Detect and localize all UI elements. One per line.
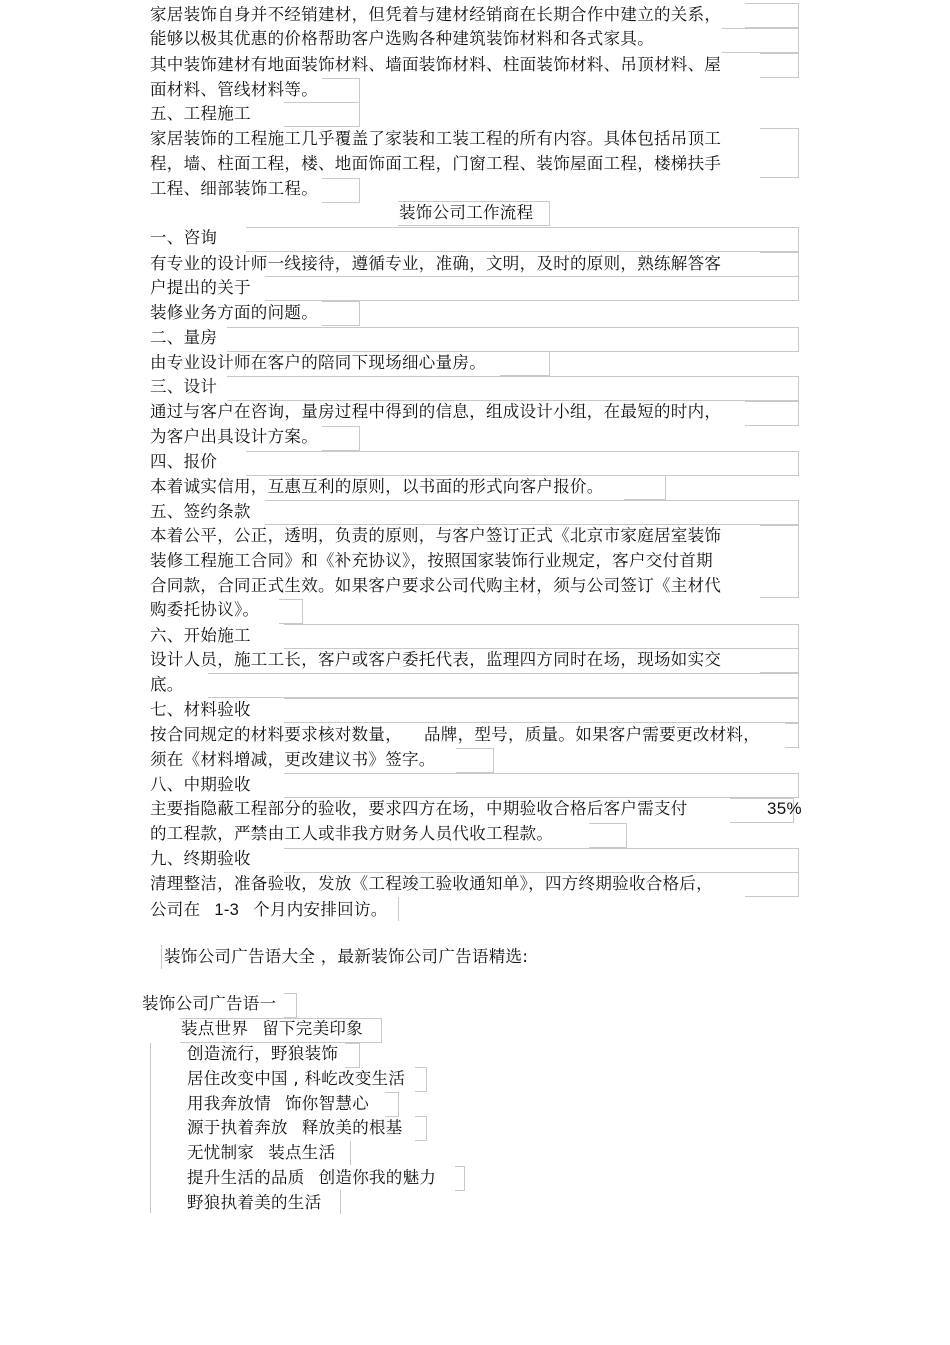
paragraph-line: 有专业的设计师一线接待，遵循专业，准确，文明，及时的原则，熟练解答客 <box>150 254 722 273</box>
table-cell-border <box>284 698 799 723</box>
paragraph-line: 装修工程施工合同》和《补充协议》，按照国家装饰行业规定，客户交付首期 <box>150 551 713 570</box>
table-cell-border <box>284 102 360 127</box>
table-cell-border <box>284 993 297 1018</box>
paragraph-line: 本着诚实信用，互惠互利的原则，以书面的形式向客户报价。 <box>150 477 604 496</box>
slogan-list-border <box>150 1043 151 1213</box>
table-cell-border <box>760 53 799 78</box>
paragraph-line <box>150 723 760 747</box>
paragraph-line: 合同款，合同正式生效。如果客户要求公司代购主材，须与公司签订《主材代 <box>150 576 722 595</box>
table-cell-border <box>246 227 799 252</box>
table-cell-border <box>760 128 799 178</box>
section-heading: 二、量房 <box>150 328 218 347</box>
paragraph-line: 其中装饰建材有地面装饰材料、墙面装饰材料、柱面装饰材料、吊顶材料、屋 <box>150 55 722 74</box>
paragraph-segment: 按合同规定的材料要求核对数量， <box>150 725 402 744</box>
slogan-part: 装点世界 <box>181 1019 249 1038</box>
section-heading: 五、签约条款 <box>150 502 251 521</box>
paragraph-segment: 个月内安排回访。 <box>253 900 388 919</box>
table-cell-border <box>265 500 799 525</box>
table-cell-border <box>722 28 799 53</box>
paragraph-line: 为客户出具设计方案。 <box>150 427 318 446</box>
paragraph-line: 的工程款，严禁由工人或非我方财务人员代收工程款。 <box>150 824 554 843</box>
paragraph-line: 家居装饰自身并不经销建材，但凭着与建材经销商在长期合作中建立的关系， <box>150 5 722 24</box>
table-cell-border <box>322 426 360 451</box>
slogan-part: 源于执着奔放 <box>187 1118 288 1137</box>
table-cell-border <box>624 475 666 500</box>
slogan-item: 创造流行，野狼装饰 <box>187 1044 339 1063</box>
paragraph-line: 购委托协议》。 <box>150 600 260 619</box>
percentage-value: 35% <box>767 799 802 818</box>
slogan-item <box>187 1166 436 1190</box>
table-cell-border <box>760 648 799 673</box>
paragraph-line: 装修业务方面的问题。 <box>150 303 318 322</box>
workflow-title: 装饰公司工作流程 <box>399 203 534 222</box>
paragraph-segment: 品牌，型号，质量。如果客户需要更改材料， <box>424 725 760 744</box>
table-cell-border <box>745 401 799 426</box>
table-cell-border <box>785 723 799 748</box>
table-cell-border <box>322 78 360 103</box>
table-cell-border <box>227 327 799 352</box>
section-heading: 五、工程施工 <box>150 104 251 123</box>
table-cell-border <box>208 673 799 698</box>
paragraph-line: 程，墙、柱面工程，楼、地面饰面工程，门窗工程、装饰屋面工程，楼梯扶手 <box>150 154 722 173</box>
slogan-item <box>181 1017 363 1041</box>
paragraph-line: 家居装饰的工程施工几乎覆盖了家装和工装工程的所有内容。具体包括吊顶工 <box>150 129 722 148</box>
paragraph-line: 主要指隐蔽工程部分的验收，要求四方在场，中期验收合格后客户需支付 <box>150 799 688 818</box>
paragraph-line <box>150 898 388 922</box>
paragraph-line: 须在《材料增减，更改建议书》签字。 <box>150 750 436 769</box>
table-cell-border <box>745 872 799 897</box>
paragraph-line: 工程、细部装饰工程。 <box>150 179 318 198</box>
slogan-part: 释放美的根基 <box>301 1118 403 1137</box>
paragraph-line: 通过与客户在咨询，量房过程中得到的信息，组成设计小组，在最短的时内， <box>150 402 722 421</box>
paragraph-line: 户提出的关于 <box>150 278 251 297</box>
slogan-item <box>187 1116 403 1140</box>
table-cell-border <box>161 945 162 969</box>
table-cell-border <box>284 624 799 649</box>
section-heading: 六、开始施工 <box>150 626 251 645</box>
section-heading: 一、咨询 <box>150 228 218 247</box>
table-cell-border <box>385 1092 399 1117</box>
table-cell-border <box>279 599 303 624</box>
paragraph-line: 本着公平，公正，透明，负责的原则，与客户签订正式《北京市家庭居室装饰 <box>150 526 722 545</box>
table-cell-border <box>745 3 799 28</box>
paragraph-line: 由专业设计师在客户的陪同下现场细心量房。 <box>150 353 486 372</box>
paragraph-line: 能够以极其优惠的价格帮助客户选购各种建筑装饰材料和各式家具。 <box>150 29 654 48</box>
paragraph-line: 底。 <box>150 675 184 694</box>
slogan-part: 留下完美印象 <box>262 1019 364 1038</box>
slogan-part: 提升生活的品质 <box>187 1168 305 1187</box>
table-cell-border <box>345 1043 360 1068</box>
slogan-item <box>187 1092 369 1116</box>
table-cell-border <box>322 301 360 326</box>
slogan-item <box>187 1141 335 1165</box>
table-cell-border <box>227 376 799 401</box>
table-cell-border <box>322 178 360 203</box>
section-heading: 三、设计 <box>150 377 218 396</box>
table-cell-border <box>350 1141 351 1165</box>
section-heading: 四、报价 <box>150 452 218 471</box>
table-cell-border <box>246 451 799 476</box>
section-heading: 八、中期验收 <box>150 775 251 794</box>
slogan-part: 创造你我的魅力 <box>318 1168 437 1187</box>
section-heading: 七、材料验收 <box>150 700 251 719</box>
table-cell-border <box>265 276 799 301</box>
table-cell-border <box>415 1116 427 1141</box>
paragraph-line: 面材料、管线材料等。 <box>150 80 318 99</box>
paragraph-segment: 公司在 <box>150 900 201 919</box>
table-cell-border <box>340 1190 341 1214</box>
table-cell-border <box>398 897 399 921</box>
range-value: 1-3 <box>214 901 240 919</box>
slogan-part: 饰你智慧心 <box>285 1094 369 1113</box>
paragraph-line: 清理整洁，准备验收，发放《工程竣工验收通知单》，四方终期验收合格后， <box>150 874 713 893</box>
slogan-heading: 装饰公司广告语一 <box>142 994 277 1013</box>
table-cell-border <box>760 525 799 598</box>
slogan-part: 无忧制家 <box>187 1143 255 1162</box>
slogan-part: 装点生活 <box>268 1143 336 1162</box>
slogan-part: 用我奔放情 <box>187 1094 271 1113</box>
table-cell-border <box>500 351 550 376</box>
table-cell-border <box>284 773 799 798</box>
paragraph-line: 设计人员，施工工长，客户或客户委托代表，监理四方同时在场，现场如实交 <box>150 650 722 669</box>
table-cell-border <box>589 823 627 848</box>
slogan-item: 野狼执着美的生活 <box>187 1193 322 1212</box>
slogan-item: 居住改变中国 , 科屹改变生活 <box>187 1069 406 1088</box>
section-heading: 九、终期验收 <box>150 849 251 868</box>
table-cell-border <box>455 1166 465 1191</box>
table-cell-border <box>284 848 799 873</box>
table-cell-border <box>415 1067 427 1092</box>
slogan-intro: 装饰公司广告语大全 ，最新装饰公司广告语精选: <box>164 947 529 966</box>
table-cell-border <box>760 252 799 277</box>
table-cell-border <box>456 748 494 773</box>
